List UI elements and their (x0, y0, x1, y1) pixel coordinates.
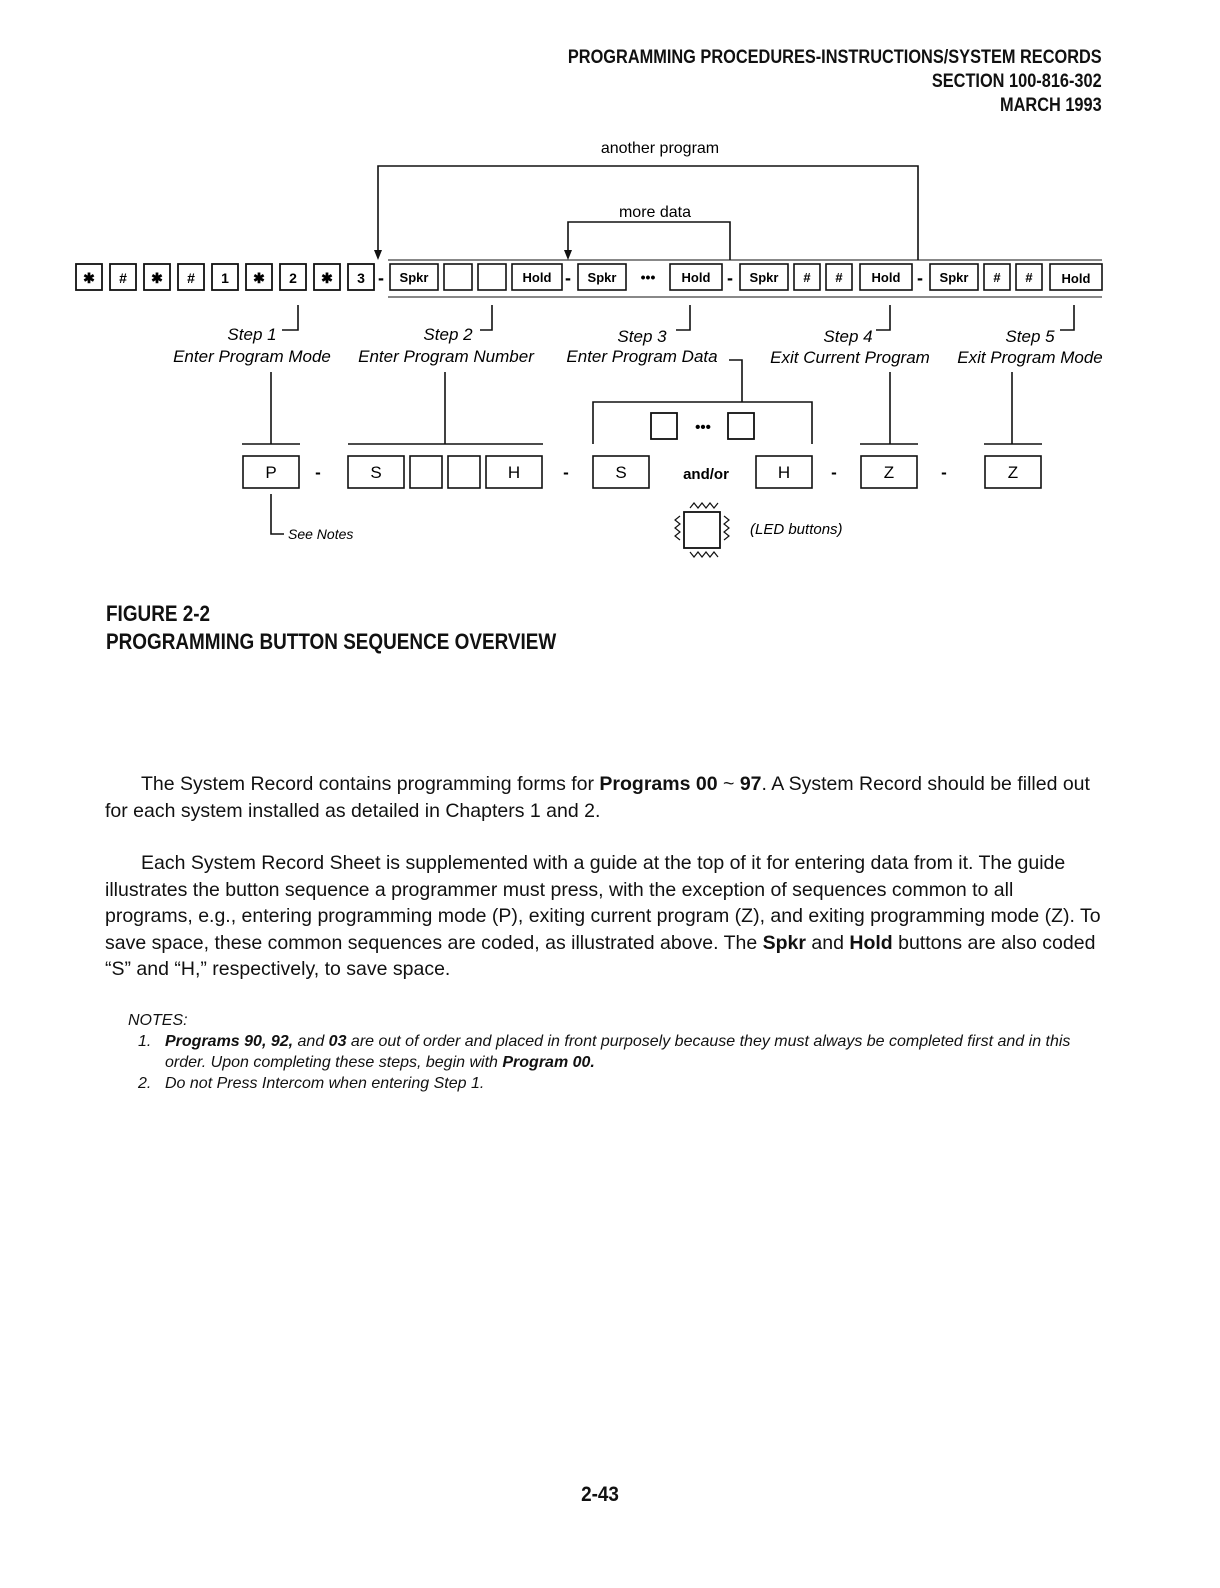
text: Do not Press Intercom when entering Step 1. (165, 1075, 485, 1092)
key-spkr (390, 264, 438, 290)
key-pound (794, 264, 820, 290)
code-h (756, 456, 812, 488)
svg-text:#: # (119, 270, 127, 286)
key-pound-2 (178, 264, 204, 290)
led-buttons-label: (LED buttons) (750, 521, 843, 538)
note-number: 1. (138, 1033, 152, 1050)
text: and (293, 1033, 329, 1050)
key-blank (444, 264, 472, 290)
key-star-4 (314, 264, 340, 290)
svg-text:P: P (265, 463, 277, 482)
svg-text:Spkr: Spkr (939, 270, 969, 285)
note-number: 2. (138, 1075, 152, 1092)
step-3-label: Step 3 (617, 327, 667, 346)
text: are out of order and placed in front purposely because they must always be completed first and in this order. Upon completing these steps, begin with (165, 1033, 1071, 1071)
paragraph-2 (105, 850, 1105, 983)
svg-text:Spkr: Spkr (749, 270, 779, 285)
key-pound-1 (110, 264, 136, 290)
emphasis: Programs 00 (599, 773, 718, 795)
dash: - (315, 463, 321, 482)
and-or: and/or (683, 466, 729, 483)
emphasis: 97 (739, 773, 762, 795)
svg-text:#: # (835, 270, 843, 285)
code-blank (448, 456, 480, 488)
text: . A System Record should be filled out for each system installed as detailed in Chapters 1 and 2. (105, 773, 1090, 822)
dash: - (831, 463, 837, 482)
key-star-1 (76, 264, 102, 290)
step-5-desc: Exit Program Mode (957, 348, 1103, 367)
ellipsis: ••• (640, 269, 656, 285)
key-star-2 (144, 264, 170, 290)
svg-text:Z: Z (883, 463, 895, 482)
key-pound (826, 264, 852, 290)
figure-number: FIGURE 2-2 (106, 601, 211, 626)
key-hold (670, 264, 722, 290)
code-z (861, 456, 917, 488)
step-3-desc: Enter Program Data (566, 347, 718, 366)
svg-text:Z: Z (1007, 463, 1019, 482)
key-hold (1050, 264, 1102, 290)
svg-text:Hold: Hold (681, 270, 711, 285)
key-hold (860, 264, 912, 290)
dash: - (727, 268, 733, 288)
header-title: PROGRAMMING PROCEDURES-INSTRUCTIONS/SYSTEM RECORDS (568, 47, 1102, 68)
svg-text:Spkr: Spkr (399, 270, 429, 285)
see-notes-label: See Notes (288, 526, 354, 542)
text: and (805, 931, 850, 954)
text: Each System Record Sheet is supplemented with a guide at the top of it for entering data from it. The guide illustrates the button sequence a programmer must press, with the exception of sequences common to all programs, e.g., entering programming mode (P), exiting current program (Z), and exiting programming mode (Z). To save space, these common sequences are coded, as illustrated above. The (105, 852, 1101, 954)
key-2 (280, 264, 306, 290)
key-hold (512, 264, 562, 290)
svg-text:S: S (615, 463, 627, 482)
code-h (486, 456, 542, 488)
notes-heading: NOTES: (128, 1012, 188, 1029)
svg-text:Spkr: Spkr (587, 270, 617, 285)
code-s (593, 456, 649, 488)
figure-caption (106, 600, 556, 656)
key-pound (984, 264, 1010, 290)
code-s (348, 456, 404, 488)
svg-text:Hold: Hold (871, 270, 901, 285)
code-p (243, 456, 299, 488)
text: The System Record contains programming forms for (141, 773, 600, 795)
step-2-label: Step 2 (423, 325, 473, 344)
label-another-program: another program (600, 140, 720, 157)
svg-text:H: H (507, 463, 521, 482)
led-button-icon (675, 503, 729, 557)
entry-key-row (76, 264, 374, 290)
note-2 (128, 1073, 1108, 1094)
data-ellipsis: ••• (695, 419, 711, 436)
svg-text:Hold: Hold (1061, 271, 1091, 286)
svg-text:3: 3 (357, 270, 365, 286)
emphasis: Programs 90, 92, (165, 1033, 294, 1050)
header-section: SECTION 100-816-302 (932, 71, 1102, 92)
data-box (651, 413, 677, 439)
key-spkr (740, 264, 788, 290)
svg-text:#: # (187, 270, 195, 286)
step-1-label: Step 1 (227, 325, 277, 344)
key-3 (348, 264, 374, 290)
dash: - (565, 268, 571, 288)
dash: - (941, 463, 947, 482)
code-blank (410, 456, 442, 488)
label-more-data: more data (618, 204, 692, 221)
svg-text:Hold: Hold (522, 270, 552, 285)
step-4-label: Step 4 (823, 327, 873, 346)
note-1 (128, 1031, 1108, 1073)
key-pound (1016, 264, 1042, 290)
header-date: MARCH 1993 (1000, 95, 1102, 116)
key-spkr (930, 264, 978, 290)
svg-text:1: 1 (221, 270, 229, 286)
data-box (728, 413, 754, 439)
svg-text:S: S (370, 463, 382, 482)
key-blank (478, 264, 506, 290)
doc-header (568, 46, 1102, 118)
step-4-desc: Exit Current Program (770, 348, 930, 367)
text: ~ (717, 773, 740, 795)
emphasis: Program 00. (502, 1054, 595, 1071)
step-5-label: Step 5 (1005, 327, 1055, 346)
step-1-desc: Enter Program Mode (173, 347, 331, 366)
key-spkr (578, 264, 626, 290)
svg-text:#: # (993, 270, 1001, 285)
code-z (985, 456, 1041, 488)
dash: - (563, 463, 569, 482)
svg-text:#: # (803, 270, 811, 285)
notes-block (128, 1010, 1108, 1094)
svg-text:✱: ✱ (321, 270, 333, 286)
key-1 (212, 264, 238, 290)
figure-title: PROGRAMMING BUTTON SEQUENCE OVERVIEW (106, 629, 557, 654)
key-star-3 (246, 264, 272, 290)
dash: - (378, 268, 384, 288)
svg-text:✱: ✱ (253, 270, 265, 286)
paragraph-1 (105, 771, 1105, 824)
emphasis: Hold (849, 931, 893, 954)
svg-text:2: 2 (289, 270, 297, 286)
svg-text:✱: ✱ (151, 270, 163, 286)
text: buttons are also coded “S” and “H,” respectively, to save space. (105, 931, 1096, 980)
svg-text:H: H (777, 463, 791, 482)
step-2-desc: Enter Program Number (358, 347, 534, 366)
button-sequence-diagram (0, 130, 1220, 580)
svg-text:✱: ✱ (83, 270, 95, 286)
page-number: 2-43 (581, 1483, 619, 1506)
emphasis: 03 (328, 1033, 347, 1050)
dash: - (917, 268, 923, 288)
svg-text:#: # (1025, 270, 1033, 285)
emphasis: Spkr (762, 931, 806, 954)
